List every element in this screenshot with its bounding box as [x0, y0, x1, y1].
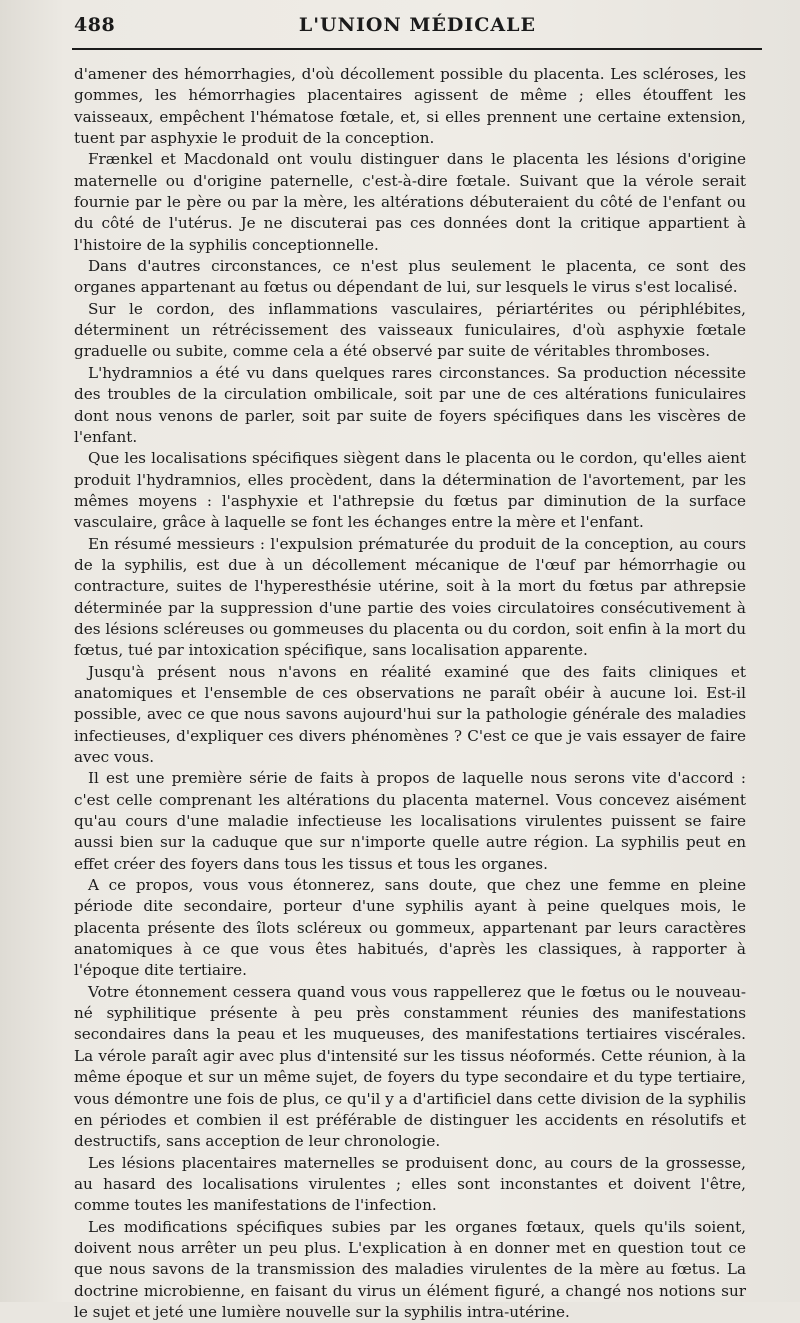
- paragraph: A ce propos, vous vous étonnerez, sans doute, que chez une femme en pleine période dite secondaire, porteur d'une syphilis ayant à peine quelques mois, le placenta présente des îlots scléreux ou gommeux, appartenant par leurs caractères anatomiques à ce que vous êtes habitués, d'après les classiques, à rapporter à l'époque dite tertiaire.: [74, 876, 746, 980]
- paragraph: L'hydramnios a été vu dans quelques rares circonstances. Sa production nécessite des troubles de la circulation ombilicale, soit par une de ces altérations funiculaires dont nous venons de parler, soit par suite de foyers spécifiques dans les viscères de l'enfant.: [74, 363, 746, 446]
- paragraph: Les lésions placentaires maternelles se produisent donc, au cours de la grossesse, au hasard des localisations virulentes ; elles sont inconstantes et doivent l'être, comme toutes les manifestations de l'infection.: [74, 1153, 746, 1215]
- paragraph: d'amener des hémorrhagies, d'où décollement possible du placenta. Les scléroses, les gommes, les hémorrhagies placentaires agissent de même ; elles étouffent les vaisseaux, empêchent l'hématose fœtale, et, si elles prennent une certaine extension, tuent par asphyxie le produit de la conception.: [74, 65, 746, 148]
- paragraph: Que les localisations spécifiques siègent dans le placenta ou le cordon, qu'elles aient produit l'hydramnios, elles procèdent, dans la détermination de l'avortement, par les mêmes moyens : l'asphyxie et l'athrepsie du fœtus par diminution de la surface vasculaire, grâce à laquelle se font les échanges entre la mère et l'enfant.: [74, 449, 746, 532]
- paragraph: Jusqu'à présent nous n'avons en réalité examiné que des faits cliniques et anatomiques et l'ensemble de ces observations ne paraît obéir à aucune loi. Est-il possible, avec ce que nous savons aujourd'hui sur la pathologie générale des maladies infectieuses, d'expliquer ces divers phénomènes ? C'est ce que je vais essayer de faire avec vous.: [74, 662, 746, 766]
- header-rule: [72, 48, 762, 50]
- paragraph: Dans d'autres circonstances, ce n'est plus seulement le placenta, ce sont des organes appartenant au fœtus ou dépendant de lui, sur lesquels le virus s'est localisé.: [74, 257, 746, 297]
- paragraph: Sur le cordon, des inflammations vasculaires, périartérites ou périphlébites, déterminent un rétrécissement des vaisseaux funiculaires, d'où asphyxie fœtale graduelle ou subite, comme cela a été observé par suite de véritables thromboses.: [74, 299, 746, 361]
- paragraph: Les modifications spécifiques subies par les organes fœtaux, quels qu'ils soient, doivent nous arrêter un peu plus. L'explication à en donner met en question tout ce que nous savons de la transmission des maladies virulentes de la mère au fœtus. La doctrine microbienne, en faisant du virus un élément figuré, a changé nos notions sur le sujet et jeté une lumière nouvelle sur la syphilis intra-utérine.: [74, 1217, 746, 1321]
- article-body: [74, 64, 746, 1323]
- paragraph: Votre étonnement cessera quand vous vous rappellerez que le fœtus ou le nouveau-né syphilitique présente à peu près constamment réunies des manifestations secondaires dans la peau et les muqueuses, des manifestations tertiaires viscérales. La vérole paraît agir avec plus d'intensité sur les tissus néoformés. Cette réunion, à la même époque et sur un même sujet, de foyers du type secondaire et du type tertiaire, vous démontre une fois de plus, ce qu'il y a d'artificiel dans cette division de la syphilis en périodes et combien il est préférable de distinguer les accidents en résolutifs et destructifs, sans acception de leur chronologie.: [74, 982, 746, 1151]
- paragraph: Frænkel et Macdonald ont voulu distinguer dans le placenta les lésions d'origine maternelle ou d'origine paternelle, c'est-à-dire fœtale. Suivant que la vérole serait fournie par le père ou par la mère, les altérations débuteraient du côté de l'enfant ou du côté de l'utérus. Je ne discuterai pas ces données dont la critique appartient à l'histoire de la syphilis conceptionnelle.: [74, 150, 746, 254]
- paragraph: En résumé messieurs : l'expulsion prématurée du produit de la conception, au cours de la syphilis, est due à un décollement mécanique de l'œuf par hémorrhagie ou contracture, suites de l'hyperesthésie utérine, soit à la mort du fœtus par athrepsie déterminée par la suppression d'une partie des voies circulatoires consécutivement à des lésions scléreuses ou gommeuses du placenta ou du cordon, soit enfin à la mort du fœtus, tué par intoxication spécifique, sans localisation apparente.: [74, 534, 746, 660]
- paragraph: Il est une première série de faits à propos de laquelle nous serons vite d'accord : c'est celle comprenant les altérations du placenta maternel. Vous concevez aisément qu'au cours d'une maladie infectieuse les localisations virulentes puissent se faire aussi bien sur la caduque que sur n'importe quelle autre région. La syphilis peut en effet créer des foyers dans tous les tissus et tous les organes.: [74, 769, 746, 873]
- page-number: 488: [74, 14, 116, 36]
- page-header: [74, 14, 746, 44]
- running-title: L'UNION MÉDICALE: [298, 14, 536, 36]
